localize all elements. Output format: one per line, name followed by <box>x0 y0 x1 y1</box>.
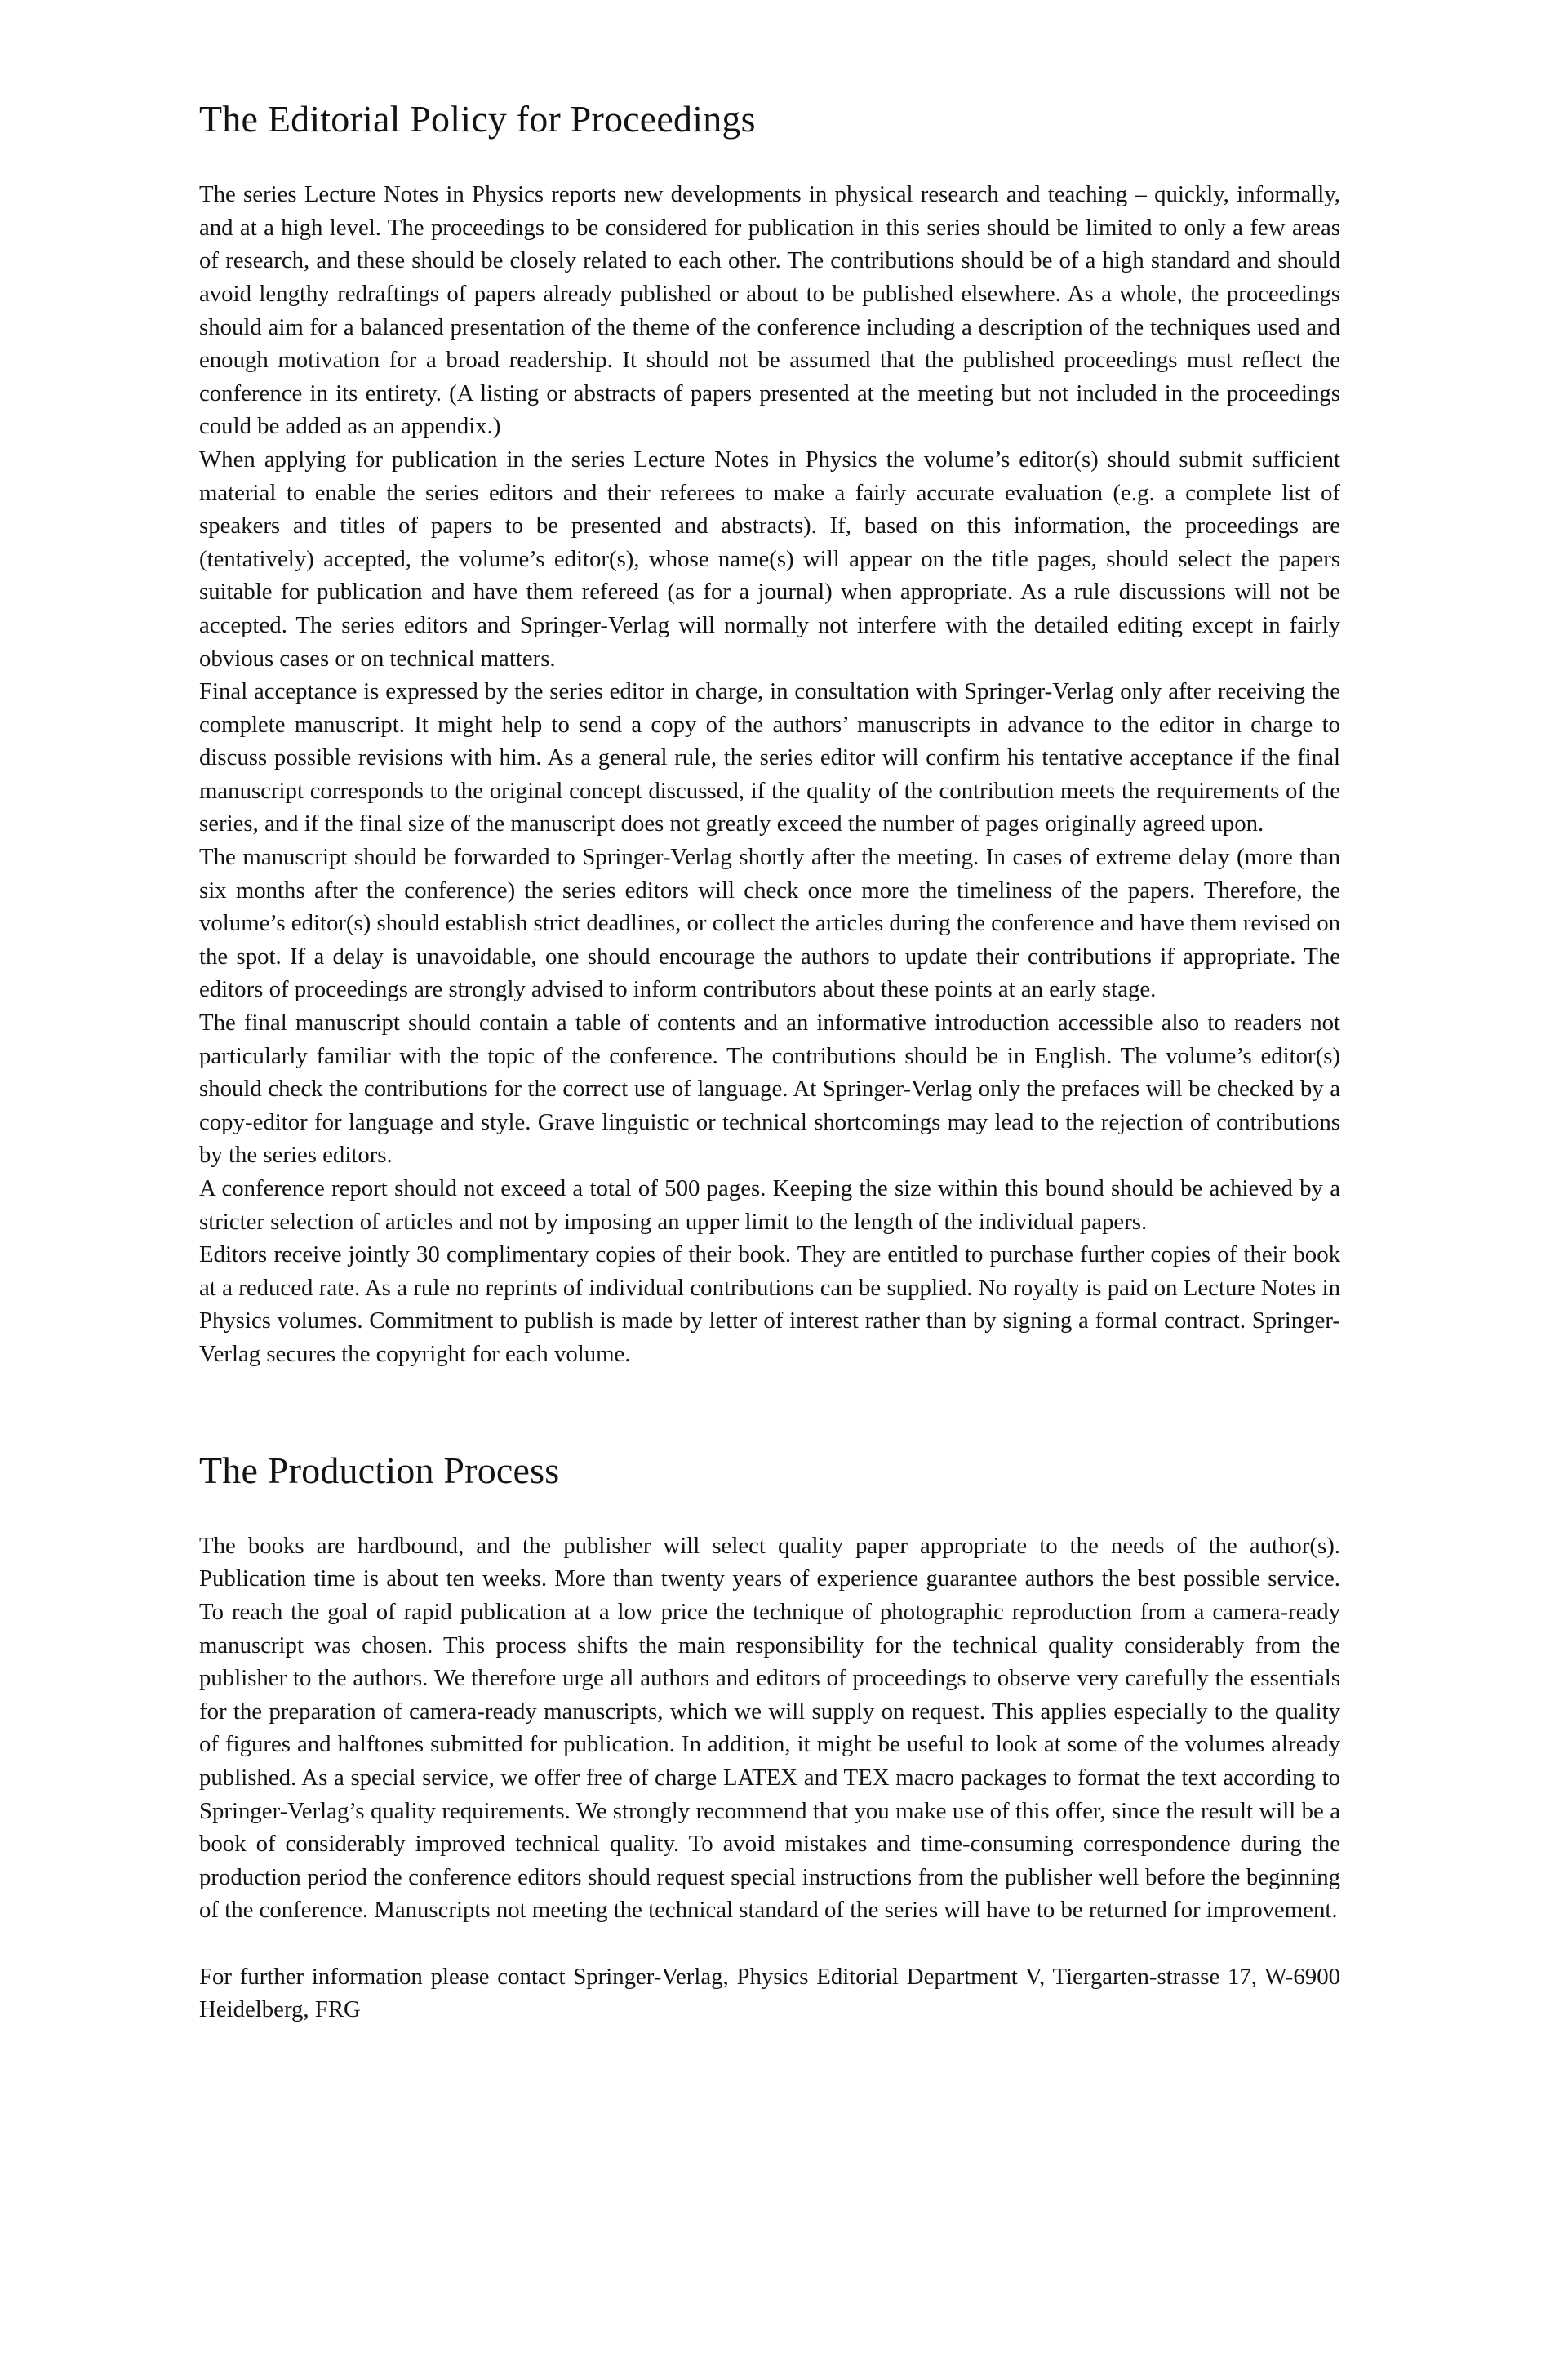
editorial-policy-paragraph: Final acceptance is expressed by the series editor in charge, in consultation with Springer-Verlag only after receiving the complete manuscript. It might help to send a copy of the authors’ manuscripts in advance to the editor in charge to discuss possible revisions with him. As a general rule, the series editor will confirm his tentative acceptance if the final manuscript corresponds to the original concept discussed, if the quality of the contribution meets the requirements of the series, and if the final size of the manuscript does not greatly exceed the number of pages originally agreed upon. <box>199 678 1340 837</box>
editorial-policy-section <box>199 96 1340 1371</box>
production-process-section <box>199 1448 1340 2027</box>
contact-information: For further information please contact Springer-Verlag, Physics Editorial Department V, Tiergarten-strasse 17, W-6900 Heidelberg, FRG <box>199 1963 1340 2023</box>
document-page <box>199 96 1340 2027</box>
editorial-policy-paragraph: A conference report should not exceed a total of 500 pages. Keeping the size within this bound should be achieved by a stricter selection of articles and not by imposing an upper limit to the length of the individual papers. <box>199 1175 1340 1235</box>
editorial-policy-paragraph: The final manuscript should contain a table of contents and an informative introduction accessible also to readers not particularly familiar with the topic of the conference. The contributions should be in English. The volume’s editor(s) should check the contributions for the correct use of language. At Springer-Verlag only the prefaces will be checked by a copy-editor for language and style. Grave linguistic or technical shortcomings may lead to the rejection of contributions by the series editors. <box>199 1010 1340 1169</box>
editorial-policy-heading: The Editorial Policy for Proceedings <box>199 98 756 140</box>
editorial-policy-paragraph: The manuscript should be forwarded to Springer-Verlag shortly after the meeting. In cases of extreme delay (more than six months after the conference) the series editors will check once more the timeliness of the papers. Therefore, the volume’s editor(s) should establish strict deadlines, or collect the articles during the conference and have them revised on the spot. If a delay is unavoidable, one should encourage the authors to update their contributions if appropriate. The editors of proceedings are strongly advised to inform contributors about these points at an early stage. <box>199 844 1340 1003</box>
production-process-heading: The Production Process <box>199 1449 560 1491</box>
editorial-policy-paragraph: Editors receive jointly 30 complimentary copies of their book. They are entitled to purchase further copies of their book at a reduced rate. As a rule no reprints of individual contributions can be supplied. No royalty is paid on Lecture Notes in Physics volumes. Commitment to publish is made by letter of interest rather than by signing a formal contract. Springer-Verlag secures the copyright for each volume. <box>199 1241 1340 1367</box>
production-process-paragraph: The books are hardbound, and the publisher will select quality paper appropriate to the needs of the author(s). Publication time is about ten weeks. More than twenty years of experience guarantee authors the best possible service. To reach the goal of rapid publication at a low price the technique of photographic reproduction from a camera-ready manuscript was chosen. This process shifts the main responsibility for the technical quality considerably from the publisher to the authors. We therefore urge all authors and editors of proceedings to observe very carefully the essentials for the preparation of camera-ready manuscripts, which we will supply on request. This applies especially to the quality of figures and halftones submitted for publication. In addition, it might be useful to look at some of the volumes already published. As a special service, we offer free of charge LATEX and TEX macro packages to format the text according to Springer-Verlag’s quality requirements. We strongly recommend that you make use of this offer, since the result will be a book of considerably improved technical quality. To avoid mistakes and time-consuming correspondence during the production period the conference editors should request special instructions from the publisher well before the beginning of the conference. Manuscripts not meeting the technical standard of the series will have to be returned for improvement. <box>199 1532 1340 1924</box>
editorial-policy-paragraph: When applying for publication in the series Lecture Notes in Physics the volume’s editor(s) should submit sufficient material to enable the series editors and their referees to make a fairly accurate evaluation (e.g. a complete list of speakers and titles of papers to be presented and abstracts). If, based on this information, the proceedings are (tentatively) accepted, the volume’s editor(s), whose name(s) will appear on the title pages, should select the papers suitable for publication and have them refereed (as for a journal) when appropriate. As a rule discussions will not be accepted. The series editors and Springer-Verlag will normally not interfere with the detailed editing except in fairly obvious cases or on technical matters. <box>199 446 1340 672</box>
editorial-policy-paragraph: The series Lecture Notes in Physics reports new developments in physical research and teaching – quickly, informally, and at a high level. The proceedings to be considered for publication in this series should be limited to only a few areas of research, and these should be closely related to each other. The contributions should be of a high standard and should avoid lengthy redraftings of papers already published or about to be published elsewhere. As a whole, the proceedings should aim for a balanced presentation of the theme of the conference including a description of the techniques used and enough motivation for a broad readership. It should not be assumed that the published proceedings must reflect the conference in its entirety. (A listing or abstracts of papers presented at the meeting but not included in the proceedings could be added as an appendix.) <box>199 181 1340 440</box>
